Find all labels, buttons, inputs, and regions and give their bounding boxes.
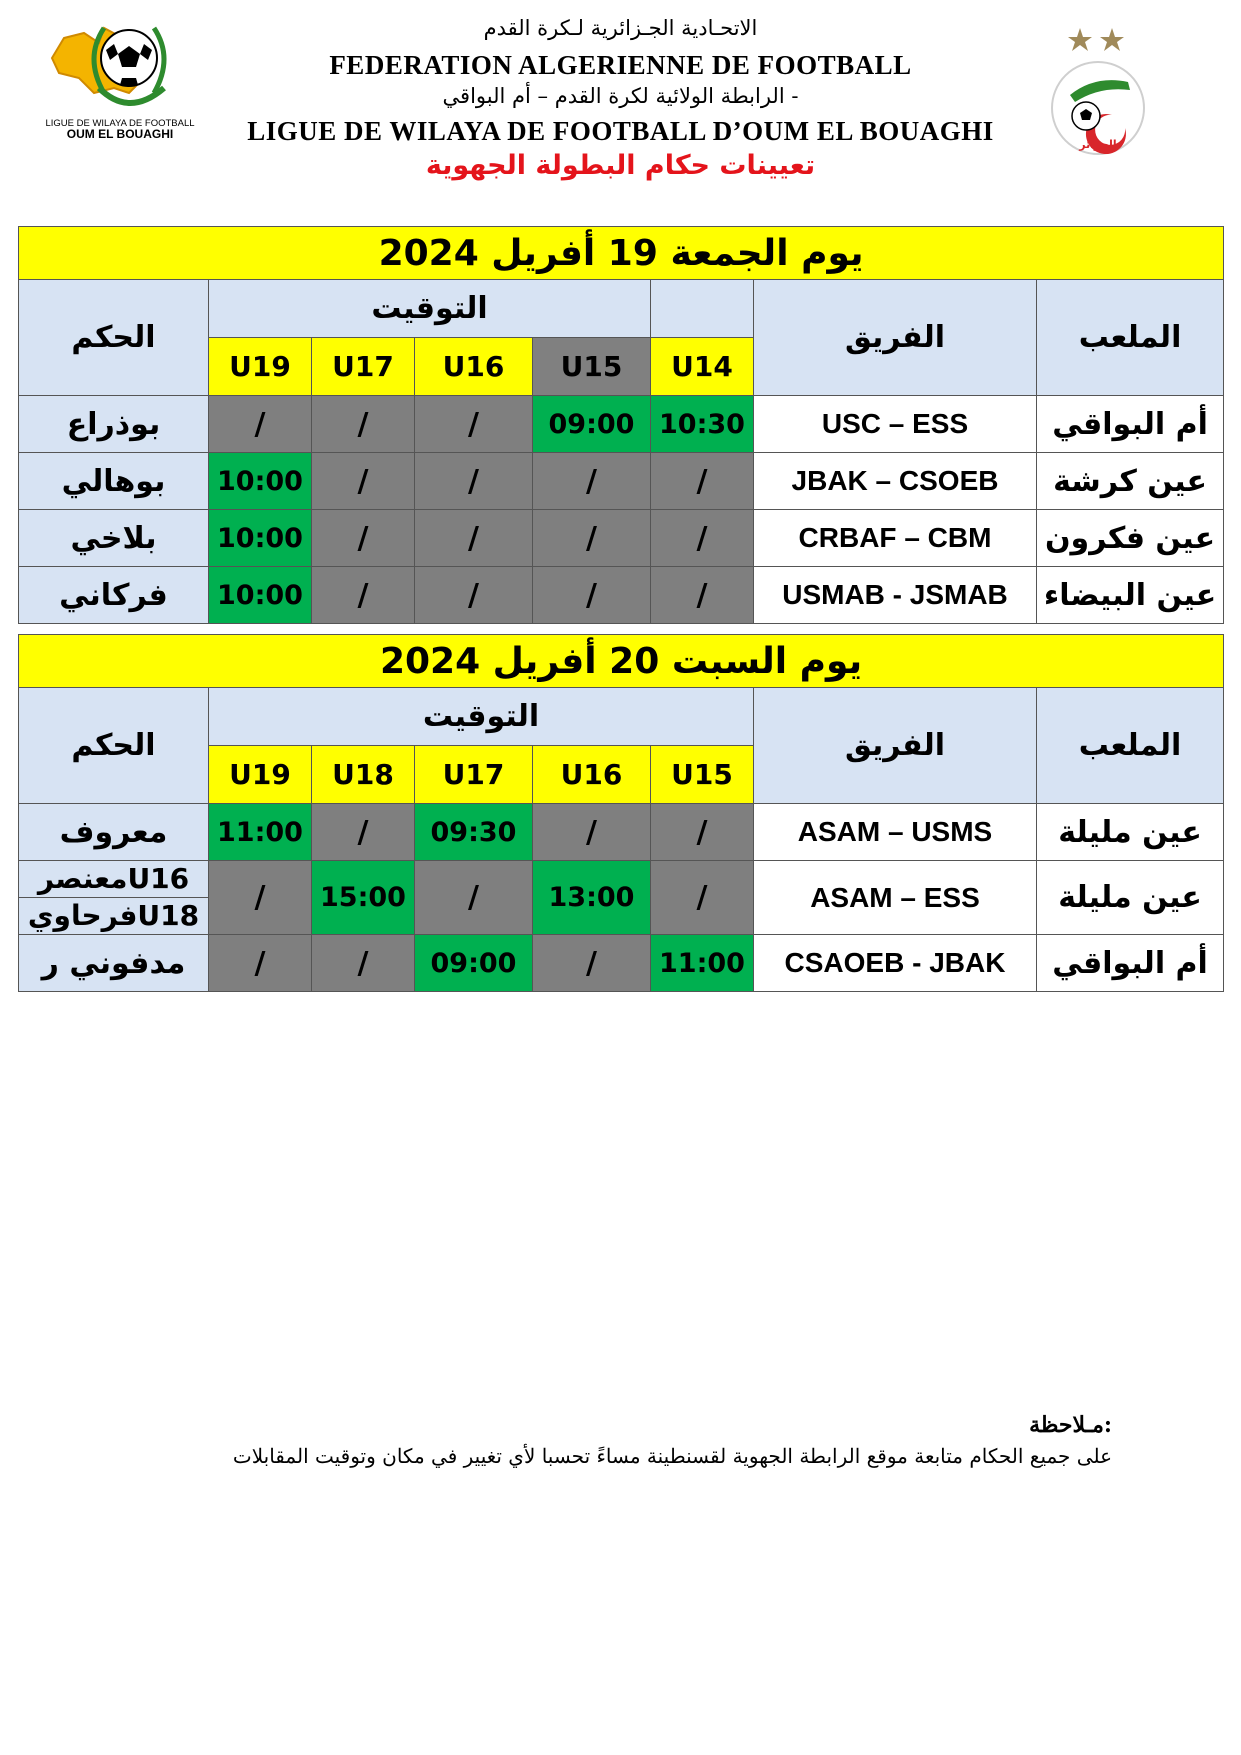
stadium-header: الملعب [1037, 688, 1224, 804]
time-cell: 15:00 [312, 861, 415, 935]
table-row [19, 396, 1224, 453]
time-cell: / [415, 567, 533, 624]
time-cell: / [312, 396, 415, 453]
time-cell: 10:00 [209, 567, 312, 624]
stadium-name: عين فكرون [1037, 510, 1224, 567]
timing-header: التوقيت [209, 688, 754, 746]
table-row [19, 804, 1224, 861]
time-cell: / [533, 804, 651, 861]
referee-name: معنصرU16 [37, 862, 190, 895]
league-arabic: الرابطة الولائية لكرة القدم – أم البواقي - [442, 84, 799, 108]
time-cell: / [312, 453, 415, 510]
table-row [19, 453, 1224, 510]
faf-logo-label: الجزائر [1079, 138, 1117, 151]
time-cell: 11:00 [209, 804, 312, 861]
table-row [19, 567, 1224, 624]
stadium-header: الملعب [1037, 280, 1224, 396]
referee-name: مدفوني ر [19, 935, 209, 992]
federation-arabic: الاتحـادية الجـزائرية لـكرة القدم [483, 16, 758, 40]
age-category: U15 [533, 338, 651, 396]
time-cell: 09:00 [533, 396, 651, 453]
age-category: U19 [209, 746, 312, 804]
time-cell: / [651, 804, 754, 861]
age-category: U17 [312, 338, 415, 396]
table-row [19, 510, 1224, 567]
referee-name: معروف [19, 804, 209, 861]
time-cell: 09:30 [415, 804, 533, 861]
match-teams: CRBAF – CBM [754, 510, 1037, 567]
federation-french: FEDERATION ALGERIENNE DE FOOTBALL [329, 50, 912, 80]
timing-header-blank [651, 280, 754, 338]
match-teams: CSAOEB - JBAK [754, 935, 1037, 992]
time-cell: / [312, 510, 415, 567]
referee-pair [19, 861, 209, 935]
time-cell: 09:00 [415, 935, 533, 992]
age-category: U18 [312, 746, 415, 804]
time-cell: 13:00 [533, 861, 651, 935]
referee-name: بوذراع [19, 396, 209, 453]
time-cell: / [533, 510, 651, 567]
referee-header: الحكم [19, 280, 209, 396]
time-cell: / [312, 935, 415, 992]
time-cell: / [415, 861, 533, 935]
time-cell: 10:00 [209, 453, 312, 510]
stadium-name: عين كرشة [1037, 453, 1224, 510]
time-cell: 10:00 [209, 510, 312, 567]
time-cell: / [312, 567, 415, 624]
stadium-name: أم البواقي [1037, 396, 1224, 453]
referee-name: بلاخي [19, 510, 209, 567]
schedule-table-day2 [18, 634, 1224, 992]
time-cell: / [533, 567, 651, 624]
timing-header: التوقيت [209, 280, 651, 338]
time-cell: / [209, 396, 312, 453]
time-cell: / [415, 396, 533, 453]
match-teams: USC – ESS [754, 396, 1037, 453]
time-cell: / [651, 510, 754, 567]
age-category: U19 [209, 338, 312, 396]
stadium-name: عين البيضاء [1037, 567, 1224, 624]
time-cell: / [312, 804, 415, 861]
referee-name: فرحاويU18 [19, 897, 208, 934]
stadium-name: أم البواقي [1037, 935, 1224, 992]
league-french: LIGUE DE WILAYA DE FOOTBALL D’OUM EL BOUAGHI [247, 116, 994, 146]
time-cell: / [651, 861, 754, 935]
match-teams: JBAK – CSOEB [754, 453, 1037, 510]
referee-header: الحكم [19, 688, 209, 804]
time-cell: / [533, 453, 651, 510]
time-cell: / [415, 453, 533, 510]
age-category: U15 [651, 746, 754, 804]
time-cell: 10:30 [651, 396, 754, 453]
time-cell: / [651, 567, 754, 624]
age-category: U16 [533, 746, 651, 804]
table-row [19, 861, 1224, 935]
time-cell: / [415, 510, 533, 567]
time-cell: / [533, 935, 651, 992]
league-logo-caption: LIGUE DE WILAYA DE FOOTBALL OUM EL BOUAGHI [45, 118, 195, 141]
match-teams: ASAM – ESS [754, 861, 1037, 935]
time-cell: / [209, 935, 312, 992]
note-title: مـلاحظة: [1029, 1412, 1112, 1438]
age-category: U17 [415, 746, 533, 804]
referee-name: فركاني [19, 567, 209, 624]
team-header: الفريق [754, 688, 1037, 804]
table-row [19, 935, 1224, 992]
stadium-name: عين مليلة [1037, 804, 1224, 861]
time-cell: / [209, 861, 312, 935]
referee-name: بوهالي [19, 453, 209, 510]
match-teams: USMAB - JSMAB [754, 567, 1037, 624]
stadium-name: عين مليلة [1037, 861, 1224, 935]
match-teams: ASAM – USMS [754, 804, 1037, 861]
schedule-table-day1 [18, 226, 1224, 624]
team-header: الفريق [754, 280, 1037, 396]
document-title: تعيينات حكام البطولة الجهوية [425, 150, 816, 181]
age-category: U14 [651, 338, 754, 396]
day2-title: يوم السبت 20 أفريل 2024 [19, 635, 1224, 688]
time-cell: 11:00 [651, 935, 754, 992]
age-category: U16 [415, 338, 533, 396]
note-body: على جميع الحكام متابعة موقع الرابطة الجهوية لقسنطينة مساءً تحسبا لأي تغيير في مكان وتوقيت المقابلات [232, 1444, 1112, 1468]
day1-title: يوم الجمعة 19 أفريل 2024 [19, 227, 1224, 280]
time-cell: / [651, 453, 754, 510]
